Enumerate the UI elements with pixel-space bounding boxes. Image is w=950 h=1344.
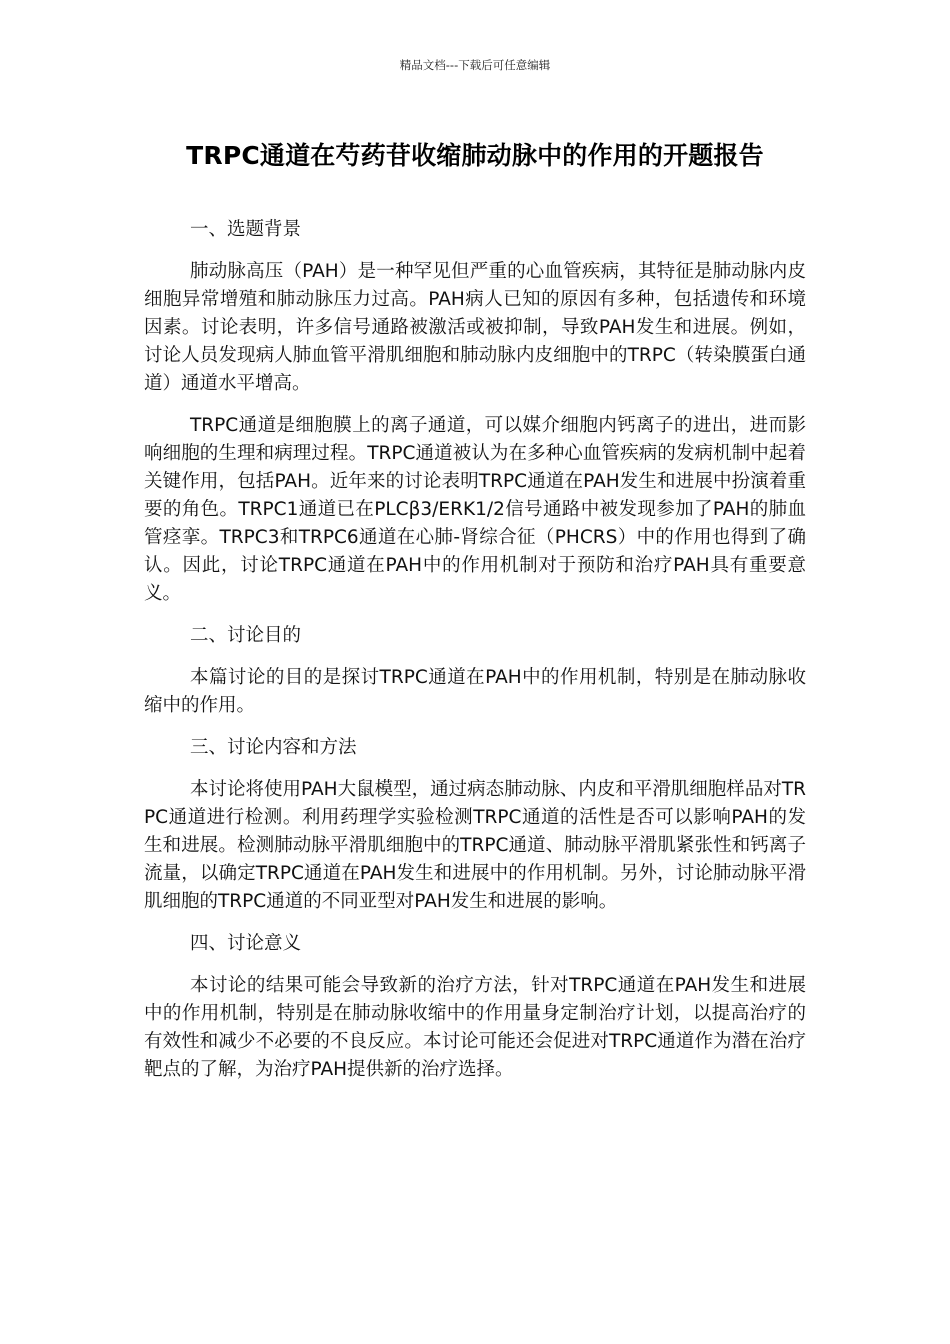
paragraph: 本讨论将使用PAH大鼠模型，通过病态肺动脉、内皮和平滑肌细胞样品对TRPC通道进行检测。利用药理学实验检测TRPC通道的活性是否可以影响PAH的发生和进展。检测肺动脉平滑肌细胞中的TRPC通道、肺动脉平滑肌紧张性和钙离子流量，以确定TRPC通道在PAH发生和进展中的作用机制。另外，讨论肺动脉平滑肌细胞的TRPC通道的不同亚型对PAH发生和进展的影响。 [144,779,806,912]
document-body [144,216,806,1098]
paragraph: 本讨论的结果可能会导致新的治疗方法，针对TRPC通道在PAH发生和进展中的作用机制，特别是在肺动脉收缩中的作用量身定制治疗计划，以提高治疗的有效性和减少不必要的不良反应。本讨论可能还会促进对TRPC通道作为潜在治疗靶点的了解，为治疗PAH提供新的治疗选择。 [144,975,806,1080]
section-heading: 四、讨论意义 [190,933,302,954]
document-title: TRPC通道在芍药苷收缩肺动脉中的作用的开题报告 [186,141,764,170]
section-heading: 二、讨论目的 [190,625,302,646]
section-content-methods [144,734,806,916]
section-significance [144,930,806,1084]
section-purpose [144,622,806,720]
section-heading: 一、选题背景 [190,219,302,240]
section-background [144,216,806,608]
section-heading: 三、讨论内容和方法 [190,737,357,758]
header-note: 精品文档---下载后可任意编辑 [399,58,551,72]
paragraph: 本篇讨论的目的是探讨TRPC通道在PAH中的作用机制，特别是在肺动脉收缩中的作用。 [144,667,806,716]
paragraph: TRPC通道是细胞膜上的离子通道，可以媒介细胞内钙离子的进出，进而影响细胞的生理和病理过程。TRPC通道被认为在多种心血管疾病的发病机制中起着关键作用，包括PAH。近年来的讨论表明TRPC通道在PAH发生和进展中扮演着重要的角色。TRPC1通道已在PLCβ3/ERK1/2信号通路中被发现参加了PAH的肺血管痉挛。TRPC3和TRPC6通道在心肺-肾综合征（PHCRS）中的作用也得到了确认。因此，讨论TRPC通道在PAH中的作用机制对于预防和治疗PAH具有重要意义。 [144,415,806,604]
paragraph: 肺动脉高压（PAH）是一种罕见但严重的心血管疾病，其特征是肺动脉内皮细胞异常增殖和肺动脉压力过高。PAH病人已知的原因有多种，包括遗传和环境因素。讨论表明，许多信号通路被激活或被抑制，导致PAH发生和进展。例如，讨论人员发现病人肺血管平滑肌细胞和肺动脉内皮细胞中的TRPC（转染膜蛋白通道）通道水平增高。 [144,261,806,394]
